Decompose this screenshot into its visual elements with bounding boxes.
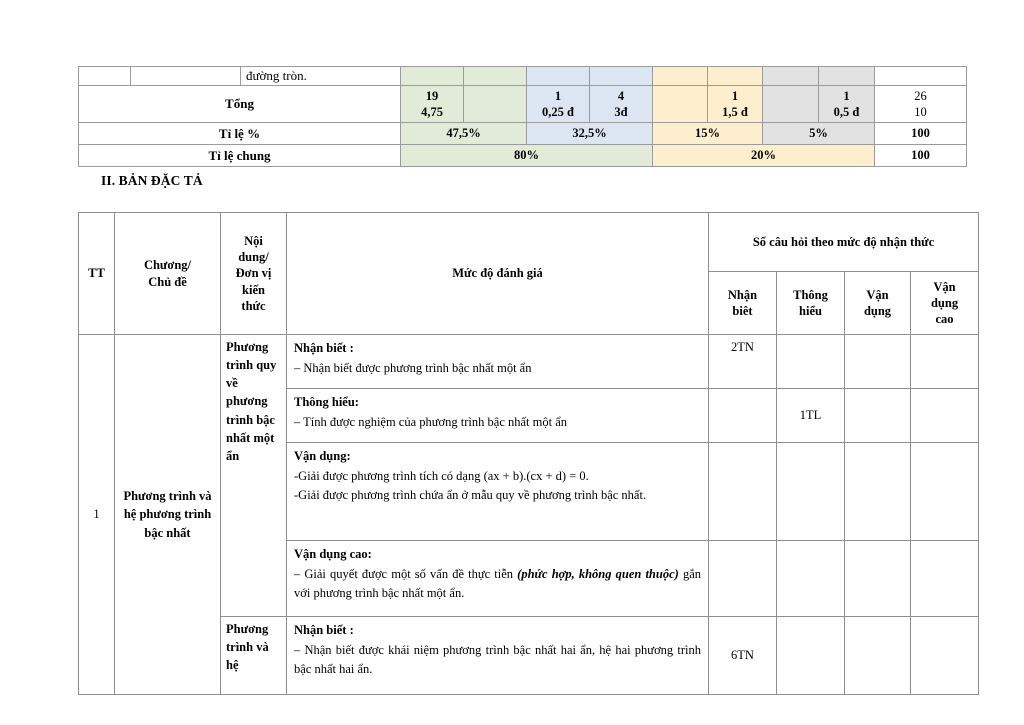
spec-header-level-van-dung-l2: dụng xyxy=(863,304,892,318)
spec-header-level-thong-hieu-l2: hiểu xyxy=(799,304,822,318)
spec-criteria-title: Vận dụng: xyxy=(294,449,351,463)
spec-header-level-vdc-l2: dụng xyxy=(930,295,959,310)
spec-header-chapter-l1: Chương/ xyxy=(143,258,192,273)
spec-unit-2-l3: hệ xyxy=(226,658,239,673)
matrix-tong-total-line1: 26 xyxy=(914,88,927,103)
matrix-tong-total xyxy=(875,86,967,123)
spec-header-level-van-dung xyxy=(845,272,911,335)
spec-criteria-detail-pre: – Giải quyết được một số vấn đề thực tiễn xyxy=(294,566,518,581)
spec-header-question-count-group: Số câu hỏi theo mức độ nhận thức xyxy=(709,213,979,272)
matrix-tile-percent-grey: 5% xyxy=(763,123,875,145)
matrix-tile-chung-orange: 20% xyxy=(653,145,875,167)
spec-count-nhan-biet xyxy=(709,541,777,617)
spec-header-level-van-dung-l1: Vận xyxy=(866,287,889,302)
spec-header-level-nhan-biet xyxy=(709,272,777,335)
matrix-tong-g1-line1: 19 xyxy=(425,88,439,103)
spec-header-level-nhan-biet-l2: biêt xyxy=(732,304,753,318)
matrix-blank-cell-2 xyxy=(131,67,241,86)
spec-criteria-title: Nhận biết : xyxy=(294,341,354,355)
matrix-tail-b2 xyxy=(590,67,653,86)
spec-count-van-dung xyxy=(845,335,911,389)
matrix-tail-g1 xyxy=(401,67,464,86)
spec-header-criteria: Mức độ đánh giá xyxy=(287,213,709,335)
matrix-tile-chung-total: 100 xyxy=(875,145,967,167)
matrix-tong-o2-line1: 1 xyxy=(731,88,739,103)
spec-header-chapter xyxy=(115,213,221,335)
spec-criteria-detail: – Nhận biết được phương trình bậc nhất một ẩn xyxy=(294,360,532,375)
matrix-tong-y2-line2: 0,5 đ xyxy=(833,105,860,119)
spec-count-nhan-biet xyxy=(709,389,777,443)
matrix-tail-b1 xyxy=(527,67,590,86)
spec-unit-2-l2: trình và xyxy=(226,640,269,655)
spec-criteria-cell xyxy=(287,541,709,617)
matrix-tile-percent-orange: 15% xyxy=(653,123,763,145)
matrix-tong-g1 xyxy=(401,86,464,123)
matrix-tong-b1 xyxy=(527,86,590,123)
spec-count-nhan-biet xyxy=(709,443,777,541)
matrix-tong-b2 xyxy=(590,86,653,123)
matrix-tong-g2 xyxy=(464,86,527,123)
spec-header-row-1 xyxy=(79,213,979,272)
spec-criteria-detail-post: gắn với phương trình bậc nhất một ẩn. xyxy=(294,566,701,600)
spec-criteria-detail: – Nhận biết được khái niệm phương trình bậc nhất hai ẩn, hệ hai phương trình bậc nhất hai ẩn. xyxy=(294,642,701,676)
matrix-tong-y2 xyxy=(819,86,875,123)
spec-count-van-dung-cao xyxy=(911,541,979,617)
matrix-blank-cell-1 xyxy=(79,67,131,86)
matrix-tong-b2-line2: 3đ xyxy=(614,105,628,119)
spec-count-van-dung xyxy=(845,389,911,443)
spec-count-nhan-biet: 2TN xyxy=(709,335,777,389)
matrix-tail-y1 xyxy=(763,67,819,86)
spec-criteria-detail-rich xyxy=(294,565,701,603)
matrix-tong-o2 xyxy=(708,86,763,123)
matrix-tong-y1 xyxy=(763,86,819,123)
spec-unit-2 xyxy=(221,617,287,695)
spec-criteria-title: Vận dụng cao: xyxy=(294,547,372,561)
matrix-tong-o1 xyxy=(653,86,708,123)
matrix-tong-b2-line1: 4 xyxy=(617,88,625,103)
spec-count-van-dung xyxy=(845,541,911,617)
spec-header-content-unit xyxy=(221,213,287,335)
spec-count-thong-hieu xyxy=(777,443,845,541)
spec-count-thong-hieu xyxy=(777,335,845,389)
matrix-tile-percent-total: 100 xyxy=(875,123,967,145)
spec-header-level-vdc-l1: Vận xyxy=(933,279,956,294)
spec-criteria-title: Nhận biết : xyxy=(294,623,354,637)
spec-header-chapter-l2: Chủ đề xyxy=(148,274,187,289)
spec-header-level-thong-hieu xyxy=(777,272,845,335)
spec-row-tt: 1 xyxy=(79,335,115,695)
exam-matrix-table xyxy=(78,66,967,167)
spec-header-level-thong-hieu-l1: Thông xyxy=(793,287,828,302)
matrix-tail-total xyxy=(875,67,967,86)
spec-criteria-cell xyxy=(287,443,709,541)
matrix-row-label-tong: Tổng xyxy=(79,86,401,123)
page-title: II. BẢN ĐẶC TẢ xyxy=(101,173,203,188)
spec-header-level-van-dung-cao xyxy=(911,272,979,335)
spec-count-thong-hieu xyxy=(777,617,845,695)
spec-count-thong-hieu: 1TL xyxy=(777,389,845,443)
spec-criteria-cell xyxy=(287,335,709,389)
matrix-tong-y2-line1: 1 xyxy=(843,88,850,103)
matrix-tail-g2 xyxy=(464,67,527,86)
table-row-tong xyxy=(79,86,967,123)
specification-table xyxy=(78,212,979,695)
matrix-tail-o1 xyxy=(653,67,708,86)
spec-count-nhan-biet: 6TN xyxy=(709,617,777,695)
spec-row-chapter: Phương trình và hệ phương trình bậc nhất xyxy=(115,335,221,695)
spec-header-unit-l4: kiến xyxy=(242,282,265,297)
table-row-ti-le-chung xyxy=(79,145,967,167)
spec-count-van-dung-cao xyxy=(911,389,979,443)
matrix-tong-g1-line2: 4,75 xyxy=(421,105,443,119)
spec-criteria-detail: -Giải được phương trình chứa ẩn ở mẫu quy về phương trình bậc nhất. xyxy=(294,487,647,502)
spec-count-thong-hieu xyxy=(777,541,845,617)
matrix-tong-o2-line2: 1,5 đ xyxy=(722,105,748,119)
matrix-tail-y2 xyxy=(819,67,875,86)
spec-header-level-vdc-l3: cao xyxy=(935,312,954,327)
spec-count-van-dung-cao xyxy=(911,443,979,541)
spec-header-unit-l2: dung/ xyxy=(238,250,269,265)
matrix-row-label-tile-chung: Tỉ lệ chung xyxy=(79,145,401,167)
spec-header-tt: TT xyxy=(79,213,115,335)
spec-criteria-detail: -Giải được phương trình tích có dạng (ax + b).(cx + d) = 0. xyxy=(294,468,589,483)
spec-count-van-dung-cao xyxy=(911,335,979,389)
spec-unit-2-l1: Phương xyxy=(226,622,269,636)
matrix-topic-tail: đường tròn. xyxy=(241,67,401,86)
matrix-tail-o2 xyxy=(708,67,763,86)
matrix-row-label-tile-percent: Tỉ lệ % xyxy=(79,123,401,145)
spec-criteria-title: Thông hiểu: xyxy=(294,395,359,409)
table-row-ti-le-percent xyxy=(79,123,967,145)
spec-count-van-dung xyxy=(845,443,911,541)
matrix-tong-total-line2: 10 xyxy=(914,105,927,119)
table-row xyxy=(79,335,979,389)
spec-count-van-dung xyxy=(845,617,911,695)
table-row xyxy=(79,67,967,86)
spec-criteria-detail: – Tính được nghiệm của phương trình bậc nhất một ẩn xyxy=(294,414,568,429)
spec-header-unit-l1: Nội xyxy=(244,233,263,248)
spec-header-unit-l3: Đơn vị xyxy=(235,266,272,281)
matrix-tong-b1-line2: 0,25 đ xyxy=(542,105,574,119)
spec-header-unit-l5: thức xyxy=(241,298,266,313)
spec-count-van-dung-cao xyxy=(911,617,979,695)
spec-header-level-nhan-biet-l1: Nhận xyxy=(727,287,758,302)
matrix-tile-percent-blue: 32,5% xyxy=(527,123,653,145)
spec-unit-1: Phương trình quy về phương trình bậc nhất một ẩn xyxy=(221,335,287,617)
matrix-tong-b1-line1: 1 xyxy=(554,88,562,103)
matrix-tile-chung-green: 80% xyxy=(401,145,653,167)
matrix-tile-percent-green: 47,5% xyxy=(401,123,527,145)
spec-criteria-detail-emphasis: (phức hợp, không quen thuộc) xyxy=(517,566,679,581)
spec-criteria-cell xyxy=(287,389,709,443)
spec-criteria-cell xyxy=(287,617,709,695)
